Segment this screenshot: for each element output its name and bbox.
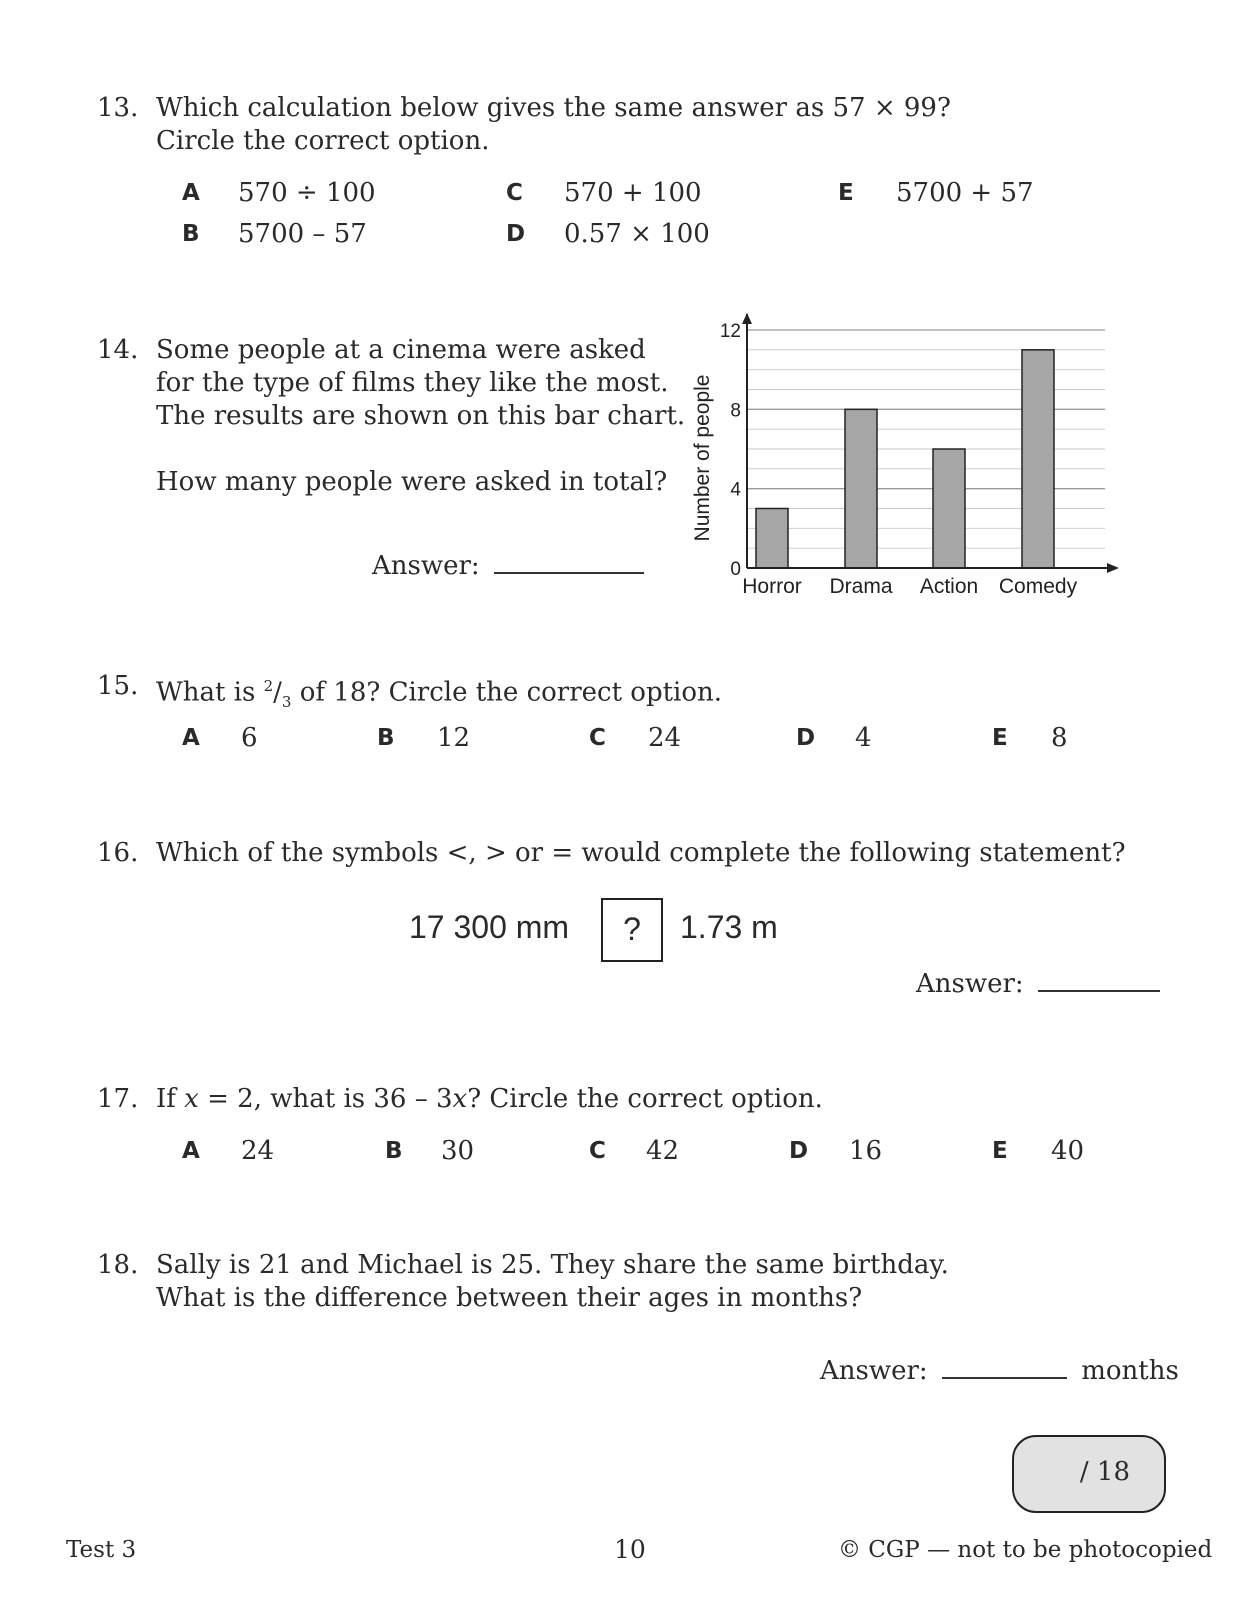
q15-option-c-letter[interactable]: C xyxy=(589,725,606,751)
bar-horror xyxy=(756,509,788,569)
q17-variable-x-2: x xyxy=(452,1084,468,1114)
q15-fraction-denominator: 3 xyxy=(281,692,292,711)
q13-option-b-value[interactable]: 5700 – 57 xyxy=(238,219,367,249)
q17-text-pre: If xyxy=(156,1084,185,1114)
chart-y-ticks xyxy=(720,321,742,580)
chart-y-tick-label: 0 xyxy=(730,559,741,580)
chart-y-tick-label: 8 xyxy=(730,400,741,422)
chart-y-axis-label: Number of people xyxy=(691,374,714,542)
q16-number: 16. xyxy=(97,838,139,868)
chart-x-axis-arrow xyxy=(1107,563,1119,573)
q13-option-b-letter[interactable]: B xyxy=(182,221,200,247)
q15-option-d-value[interactable]: 4 xyxy=(855,723,872,753)
q14-answer-label: Answer: xyxy=(372,551,480,581)
q16-right-quantity: 1.73 m xyxy=(680,909,778,945)
q16-answer xyxy=(916,968,1160,1001)
q15-text-pre: What is xyxy=(156,677,264,708)
footer-copyright: © CGP — not to be photocopied xyxy=(838,1537,1213,1563)
q17-option-c-value[interactable]: 42 xyxy=(646,1136,680,1166)
q17-text-post: ? Circle the correct option. xyxy=(467,1084,823,1114)
q14-text-line2: for the type of films they like the most. xyxy=(156,368,669,398)
q17-option-a-value[interactable]: 24 xyxy=(241,1136,275,1166)
bar-drama xyxy=(845,409,877,568)
q16-answer-label: Answer: xyxy=(916,969,1024,999)
q13-option-d-value[interactable]: 0.57 × 100 xyxy=(564,219,710,249)
chart-x-tick-label: Action xyxy=(919,575,979,598)
q14-text-line3: The results are shown on this bar chart. xyxy=(156,401,686,431)
q15-option-a-letter[interactable]: A xyxy=(182,725,200,751)
q14-answer xyxy=(372,550,644,583)
q14-text-line4: How many people were asked in total? xyxy=(156,467,668,497)
q17-option-d-letter[interactable]: D xyxy=(789,1138,809,1164)
bar-chart xyxy=(680,312,1140,612)
q13-option-d-letter[interactable]: D xyxy=(506,221,526,247)
q15-option-c-value[interactable]: 24 xyxy=(648,723,682,753)
q15-option-e-value[interactable]: 8 xyxy=(1051,723,1068,753)
bar-action xyxy=(933,449,965,568)
q17-option-b-value[interactable]: 30 xyxy=(441,1136,475,1166)
score-total: / 18 xyxy=(1079,1457,1130,1487)
q17-option-b-letter[interactable]: B xyxy=(385,1138,403,1164)
chart-y-tick-label: 12 xyxy=(719,321,741,342)
q17-option-e-letter[interactable]: E xyxy=(992,1138,1008,1164)
q15-text: What is $^2/_3$ of 18? Circle the correct option. xyxy=(156,677,723,711)
q14-text-line1: Some people at a cinema were asked xyxy=(156,335,646,365)
q16-symbol-box[interactable]: ? xyxy=(601,898,663,962)
q13-number: 13. xyxy=(97,93,139,123)
chart-axes xyxy=(742,313,1119,573)
q13-option-e-value[interactable]: 5700 + 57 xyxy=(896,178,1034,208)
q15-option-d-letter[interactable]: D xyxy=(796,725,816,751)
chart-x-tick-label: Comedy xyxy=(998,575,1078,598)
q15-text-post: of 18? Circle the correct option. xyxy=(291,677,723,708)
q17-option-a-letter[interactable]: A xyxy=(182,1138,200,1164)
chart-bars xyxy=(756,350,1054,568)
q17-variable-x: x xyxy=(184,1084,199,1114)
chart-y-tick-label: 4 xyxy=(730,479,741,501)
q18-answer-blank[interactable] xyxy=(942,1357,1067,1379)
q13-option-c-letter[interactable]: C xyxy=(506,180,523,206)
score-box xyxy=(1012,1435,1166,1513)
footer-page-number: 10 xyxy=(614,1535,646,1564)
q18-answer-unit: months xyxy=(1081,1356,1179,1386)
q17-text-mid: = 2, what is 36 – 3 xyxy=(198,1084,453,1114)
q13-option-e-letter[interactable]: E xyxy=(838,180,854,206)
q17-option-d-value[interactable]: 16 xyxy=(849,1136,883,1166)
q18-text-line1: Sally is 21 and Michael is 25. They share the same birthday. xyxy=(156,1250,949,1280)
chart-x-ticks xyxy=(742,575,1077,598)
q17-option-e-value[interactable]: 40 xyxy=(1051,1136,1085,1166)
q16-left-quantity: 17 300 mm xyxy=(409,909,570,945)
q13-option-a-letter[interactable]: A xyxy=(182,180,200,206)
q13-option-c-value[interactable]: 570 + 100 xyxy=(564,178,702,208)
q13-option-a-value[interactable]: 570 ÷ 100 xyxy=(238,178,376,208)
q15-option-a-value[interactable]: 6 xyxy=(241,723,258,753)
q16-answer-blank[interactable] xyxy=(1038,970,1160,992)
q15-option-b-letter[interactable]: B xyxy=(377,725,395,751)
q15-option-b-value[interactable]: 12 xyxy=(437,723,471,753)
q18-number: 18. xyxy=(97,1250,139,1280)
q13-text-line1: Which calculation below gives the same answer as 57 × 99? xyxy=(156,93,951,123)
chart-y-axis-arrow xyxy=(742,313,752,324)
q17-option-c-letter[interactable]: C xyxy=(589,1138,606,1164)
q18-text-line2: What is the difference between their ages in months? xyxy=(156,1283,863,1313)
footer-test-label: Test 3 xyxy=(66,1537,137,1563)
q17-text xyxy=(156,1083,823,1116)
q13-text-line2: Circle the correct option. xyxy=(156,126,490,156)
q17-number: 17. xyxy=(97,1084,139,1114)
q14-answer-blank[interactable] xyxy=(494,552,644,574)
bar-comedy xyxy=(1022,350,1054,568)
q16-text: Which of the symbols <, > or = would complete the following statement? xyxy=(156,838,1126,868)
q15-option-e-letter[interactable]: E xyxy=(992,725,1008,751)
chart-x-tick-label: Drama xyxy=(829,575,893,598)
q18-answer-label: Answer: xyxy=(820,1356,928,1386)
q18-answer xyxy=(820,1355,1179,1388)
q15-fraction-numerator: 2 xyxy=(263,677,274,695)
q15-number: 15. xyxy=(97,671,139,701)
q14-number: 14. xyxy=(97,335,139,365)
chart-x-tick-label: Horror xyxy=(742,575,802,598)
